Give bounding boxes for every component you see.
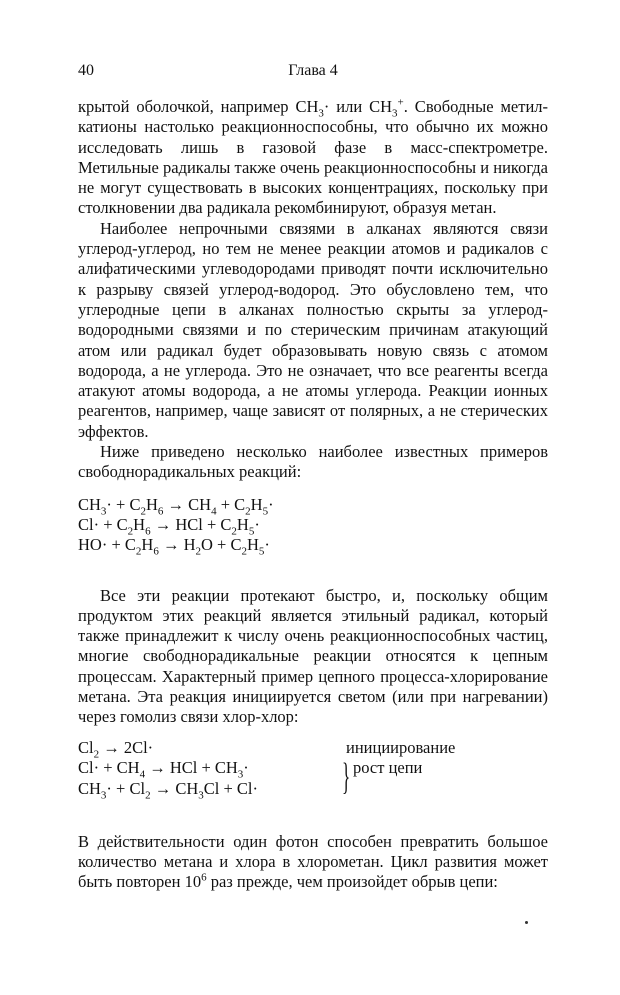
paragraph-3: Ниже приведено несколько наиболее известных примеров свободнорадикальных реакций: (78, 442, 548, 482)
brace-symbol: } (342, 755, 351, 798)
spacer (78, 556, 548, 586)
paragraph-2: Наиболее непрочными связями в алканах являются связи углерод-углерод, но тем не менее реакции атомов и радикалов с алифатическими углеводородами приводят почти исключительно к разрыву связей углерод-водород. Это обусловлено тем, что углеродные цепи в алканах полностью скрыты за углерод-водородными связями и по стерическим причинам атакующий атом или радикал будет образовывать новую связь с атомом водорода, а не углерода. Это не означает, что все реагенты всегда атакуют атомы водорода, а не атомы углерода. Реакции ионных реагентов, например, чаще зависят от полярных, а не стерических эффектов. (78, 218, 548, 441)
label-chain-growth: рост цепи (353, 757, 423, 777)
page-speck (525, 921, 528, 924)
equation-methyl-ethane: $CH_3\cdot + C_2H_6 \to CH_4 + C_2H_5\cdot$ (78, 494, 274, 517)
equation-chlorine-ethane: $Cl\cdot + C_2H_6$ → HCl + $C_2H_5\cdot$ (78, 514, 260, 538)
spacer (78, 802, 548, 832)
reaction-examples (78, 495, 548, 556)
equation-propagation-2: $CH_3\cdot + Cl_2 \to CH_3Cl + Cl\cdot$ (78, 778, 258, 801)
page-header (78, 60, 548, 82)
paragraph-1: крытой оболочкой, например $CH_3\cdot$ или $CH_3^+$. Свободные метил-катионы настолько реакционноспособны, что обычно их можно исследовать лишь в газовой фазе в масс-спектрометре. Метильные радикалы также очень реакционноспособны и никогда не могут существовать в высоких концентрациях, поскольку при столкновении два радикала рекомбинируют, образуя метан. (78, 96, 549, 218)
paragraph-5: В действительности один фотон способен превратить большое количество метана и хлора в хлорометан. Цикл развития может быть повторен $10^6$ раз прежде, чем произойдет обрыв цепи: (78, 831, 548, 892)
equation-propagation-1: $Cl\cdot + CH_4$ → HCl + $CH_3\cdot$ (78, 757, 249, 780)
body-text (78, 97, 548, 893)
label-initiation: инициирование (346, 737, 456, 757)
chain-reaction-scheme (78, 738, 548, 802)
running-head: Глава 4 (288, 62, 338, 79)
equation-initiation: $Cl_2 \to 2Cl\cdot$ (78, 737, 154, 760)
equation-hydroxyl-ethane: $HO\cdot + C_2H_6 \to H_2O + C_2H_5\cdot$ (78, 535, 270, 558)
paragraph-4: Все эти реакции протекают быстро, и, поскольку общим продуктом этих реакций является этильный радикал, который также принадлежит к числу очень реакционноспособных частиц, многие свободнорадикальные реакции относятся к цепным процессам. Характерный пример цепного процесса-хлорирование метана. Эта реакция инициируется светом (или при нагревании) через гомолиз связи хлор-хлор: (78, 585, 548, 727)
page-number: 40 (78, 62, 94, 79)
